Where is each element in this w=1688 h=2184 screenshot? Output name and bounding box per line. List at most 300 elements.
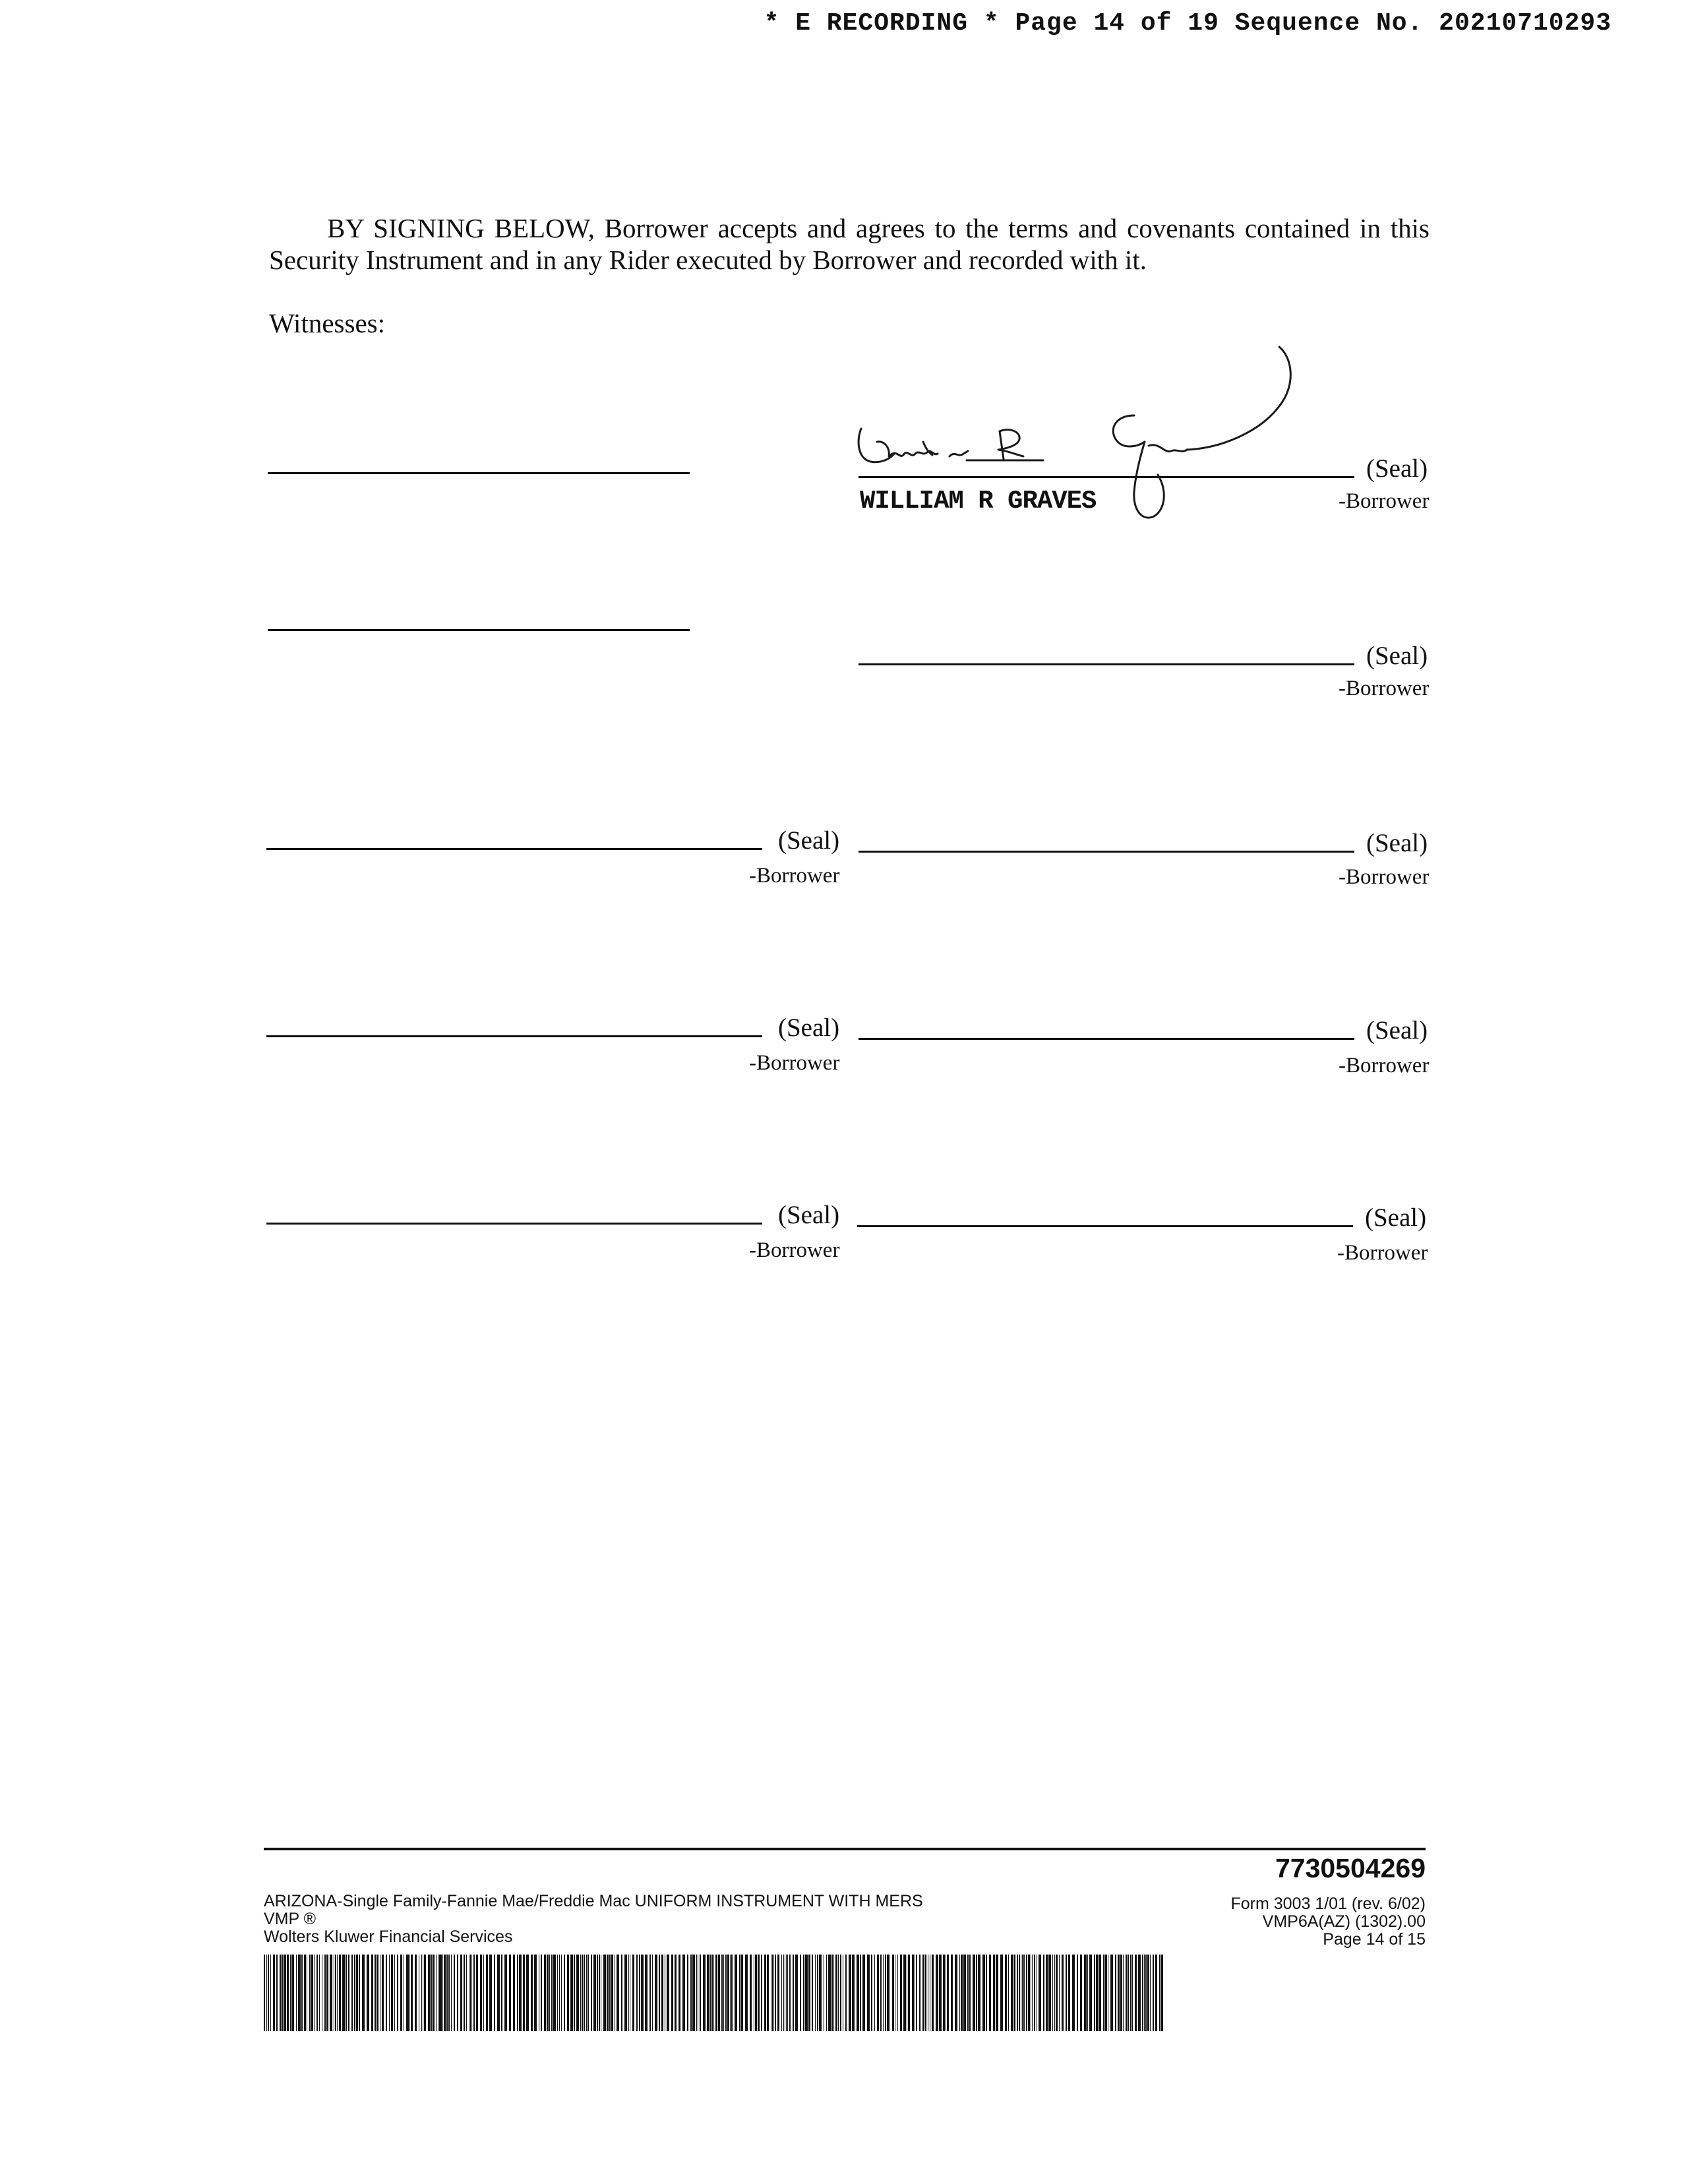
barcode-bar <box>367 1955 369 2031</box>
barcode-bar <box>409 1955 410 2031</box>
barcode-bar <box>1048 1955 1051 2031</box>
barcode-bar <box>862 1955 865 2031</box>
barcode-bar <box>607 1955 609 2031</box>
barcode-bar <box>476 1955 478 2031</box>
barcode-bar <box>817 1955 818 2031</box>
barcode-bar <box>296 1955 297 2031</box>
barcode-bar <box>709 1955 711 2031</box>
barcode-bar <box>696 1955 697 2031</box>
barcode-bar <box>1099 1955 1101 2031</box>
barcode-bar <box>523 1955 525 2031</box>
barcode-bar <box>1084 1955 1087 2031</box>
barcode-bar <box>1103 1955 1104 2031</box>
barcode-bar <box>772 1955 773 2031</box>
barcode-bar <box>789 1955 791 2031</box>
barcode-bar <box>973 1955 975 2031</box>
barcode-bar <box>489 1955 492 2031</box>
barcode-bar <box>431 1955 433 2031</box>
barcode-bar <box>659 1955 660 2031</box>
barcode-bar <box>1062 1955 1064 2031</box>
form-title: ARIZONA-Single Family-Fannie Mae/Freddie Mac UNIFORM INSTRUMENT WITH MERS <box>264 1892 923 1910</box>
barcode-bar <box>362 1955 365 2031</box>
barcode-bar <box>580 1955 581 2031</box>
barcode-bar <box>1023 1955 1025 2031</box>
barcode-bar <box>386 1955 387 2031</box>
barcode-bar <box>442 1955 443 2031</box>
barcode-bar <box>1000 1955 1003 2031</box>
barcode-bar <box>291 1955 294 2031</box>
barcode-bar <box>1120 1955 1122 2031</box>
borrower-3-role: -Borrower <box>749 864 840 888</box>
barcode-bar <box>936 1955 938 2031</box>
form-code: VMP6A(AZ) (1302).00 <box>1262 1912 1426 1931</box>
barcode-bar <box>351 1955 353 2031</box>
barcode-bar <box>761 1955 762 2031</box>
barcode-bar <box>925 1955 926 2031</box>
barcode-bar <box>1052 1955 1053 2031</box>
barcode-bar <box>593 1955 596 2031</box>
barcode-bar <box>951 1955 953 2031</box>
barcode-bar <box>309 1955 311 2031</box>
barcode-bar <box>831 1955 833 2031</box>
barcode-bar <box>298 1955 301 2031</box>
barcode-bar <box>1028 1955 1030 2031</box>
borrower-3-seal: (Seal) <box>778 826 840 855</box>
agreement-paragraph <box>269 212 1430 276</box>
barcode-bar <box>750 1955 752 2031</box>
barcode-bar <box>730 1955 731 2031</box>
barcode-bar <box>700 1955 701 2031</box>
barcode-bar <box>969 1955 971 2031</box>
barcode-bar <box>287 1955 289 2031</box>
barcode-bar <box>570 1955 573 2031</box>
barcode-bar <box>621 1955 622 2031</box>
barcode-bar <box>800 1955 801 2031</box>
barcode-bar <box>996 1955 998 2031</box>
borrower-8-seal: (Seal) <box>1365 1203 1427 1232</box>
barcode-bar <box>494 1955 495 2031</box>
borrower-2-role: -Borrower <box>1339 677 1430 700</box>
barcode-bar <box>574 1955 575 2031</box>
barcode-bar <box>356 1955 358 2031</box>
barcode-bar <box>433 1955 435 2031</box>
form-description <box>264 1893 923 1946</box>
barcode-bar <box>889 1955 890 2031</box>
barcode-bar <box>692 1955 695 2031</box>
barcode-bar <box>1145 1955 1147 2031</box>
barcode-bar <box>735 1955 737 2031</box>
barcode-bar <box>787 1955 788 2031</box>
barcode-bar <box>1153 1955 1154 2031</box>
barcode-bar <box>564 1955 565 2031</box>
barcode-bar <box>389 1955 390 2031</box>
barcode-bar <box>707 1955 709 2031</box>
barcode-bar <box>1118 1955 1120 2031</box>
barcode-bar <box>1096 1955 1099 2031</box>
barcode-bar <box>833 1955 834 2031</box>
borrower-3-signature-line <box>266 848 762 850</box>
barcode-bar <box>337 1955 338 2031</box>
barcode-bar <box>892 1955 894 2031</box>
borrower-7-role: -Borrower <box>749 1238 840 1262</box>
barcode-bar <box>1032 1955 1033 2031</box>
barcode-bar <box>986 1955 987 2031</box>
barcode-bar <box>1034 1955 1035 2031</box>
barcode-bar <box>301 1955 303 2031</box>
barcode-bar <box>838 1955 839 2031</box>
document-barcode <box>264 1955 1166 2031</box>
barcode-bar <box>649 1955 651 2031</box>
barcode-bar <box>311 1955 313 2031</box>
borrower-1-signature-line <box>859 476 1354 478</box>
barcode-bar <box>808 1955 810 2031</box>
barcode-bar <box>547 1955 549 2031</box>
borrower-4-signature-line <box>859 851 1354 853</box>
barcode-bar <box>978 1955 980 2031</box>
barcode-bar <box>982 1955 985 2031</box>
barcode-bar <box>304 1955 306 2031</box>
barcode-bar <box>377 1955 378 2031</box>
barcode-bar <box>903 1955 906 2031</box>
barcode-bar <box>446 1955 448 2031</box>
barcode-bar <box>885 1955 886 2031</box>
barcode-bar <box>1130 1955 1131 2031</box>
barcode-bar <box>887 1955 889 2031</box>
barcode-bar <box>1039 1955 1041 2031</box>
barcode-bar <box>961 1955 963 2031</box>
barcode-bar <box>1043 1955 1044 2031</box>
barcode-bar <box>793 1955 794 2031</box>
barcode-bar <box>391 1955 393 2031</box>
barcode-bar <box>661 1955 663 2031</box>
barcode-bar <box>464 1955 465 2031</box>
barcode-bar <box>912 1955 914 2031</box>
barcode-bar <box>480 1955 482 2031</box>
barcode-bar <box>1046 1955 1048 2031</box>
barcode-bar <box>1019 1955 1020 2031</box>
borrower-6-seal: (Seal) <box>1366 1016 1428 1045</box>
barcode-bar <box>280 1955 282 2031</box>
witness-signature-line-1 <box>268 472 690 474</box>
borrower-1-role: -Borrower <box>1339 489 1430 513</box>
barcode-bar <box>611 1955 613 2031</box>
borrower-7-signature-line <box>266 1223 762 1225</box>
barcode-bar <box>531 1955 533 2031</box>
barcode-bar <box>588 1955 589 2031</box>
barcode-bar <box>428 1955 431 2031</box>
barcode-bar <box>723 1955 724 2031</box>
barcode-bar <box>1017 1955 1018 2031</box>
barcode-bar <box>1144 1955 1145 2031</box>
barcode-bar <box>421 1955 422 2031</box>
borrower-2-seal: (Seal) <box>1366 642 1428 670</box>
barcode-bar <box>993 1955 995 2031</box>
barcode-bar <box>544 1955 546 2031</box>
barcode-bar <box>471 1955 472 2031</box>
barcode-bar <box>690 1955 692 2031</box>
barcode-bar <box>655 1955 657 2031</box>
barcode-bar <box>316 1955 318 2031</box>
barcode-bar <box>1094 1955 1095 2031</box>
barcode-bar <box>959 1955 960 2031</box>
barcode-bar <box>400 1955 402 2031</box>
barcode-bar <box>1089 1955 1092 2031</box>
barcode-bar <box>1150 1955 1151 2031</box>
barcode-bar <box>1054 1955 1055 2031</box>
barcode-bar <box>828 1955 831 2031</box>
barcode-bar <box>783 1955 784 2031</box>
barcode-bar <box>1110 1955 1113 2031</box>
barcode-bar <box>276 1955 278 2031</box>
barcode-bar <box>359 1955 360 2031</box>
barcode-bar <box>1068 1955 1070 2031</box>
barcode-bar <box>775 1955 776 2031</box>
barcode-bar <box>559 1955 560 2031</box>
barcode-bar <box>835 1955 837 2031</box>
barcode-bar <box>282 1955 284 2031</box>
barcode-bar <box>1128 1955 1129 2031</box>
barcode-bar <box>1159 1955 1160 2031</box>
barcode-bar <box>755 1955 757 2031</box>
barcode-bar <box>486 1955 488 2031</box>
barcode-bar <box>603 1955 606 2031</box>
borrower-6-role: -Borrower <box>1339 1054 1430 1077</box>
borrower-4-seal: (Seal) <box>1366 829 1428 857</box>
barcode-bar <box>335 1955 336 2031</box>
barcode-bar <box>1026 1955 1027 2031</box>
barcode-bar <box>557 1955 558 2031</box>
barcode-bar <box>845 1955 847 2031</box>
barcode-bar <box>636 1955 638 2031</box>
barcode-bar <box>1104 1955 1107 2031</box>
barcode-bar <box>375 1955 377 2031</box>
barcode-bar <box>1147 1955 1149 2031</box>
barcode-bar <box>1066 1955 1067 2031</box>
barcode-bar <box>624 1955 627 2031</box>
barcode-bar <box>919 1955 920 2031</box>
barcode-bar <box>266 1955 267 2031</box>
barcode-bar <box>721 1955 723 2031</box>
borrower-5-seal: (Seal) <box>778 1014 840 1042</box>
barcode-bar <box>567 1955 569 2031</box>
barcode-bar <box>883 1955 884 2031</box>
barcode-bar <box>632 1955 634 2031</box>
barcode-bar <box>576 1955 579 2031</box>
barcode-bar <box>803 1955 804 2031</box>
barcode-bar <box>645 1955 648 2031</box>
barcode-bar <box>436 1955 437 2031</box>
barcode-bar <box>731 1955 733 2031</box>
barcode-bar <box>703 1955 706 2031</box>
barcode-bar <box>955 1955 957 2031</box>
barcode-bar <box>497 1955 500 2031</box>
barcode-bar <box>406 1955 409 2031</box>
borrower-5-signature-line <box>266 1035 762 1037</box>
barcode-bar <box>424 1955 426 2031</box>
barcode-bar <box>342 1955 345 2031</box>
barcode-bar <box>1077 1955 1078 2031</box>
barcode-bar <box>444 1955 446 2031</box>
barcode-bar <box>264 1955 265 2031</box>
barcode-bar <box>290 1955 291 2031</box>
barcode-bar <box>330 1955 332 2031</box>
barcode-bar <box>675 1955 677 2031</box>
barcode-bar <box>718 1955 720 2031</box>
barcode-bar <box>1155 1955 1157 2031</box>
barcode-bar <box>534 1955 537 2031</box>
barcode-bar <box>382 1955 384 2031</box>
barcode-bar <box>725 1955 727 2031</box>
barcode-bar <box>326 1955 328 2031</box>
barcode-bar <box>466 1955 467 2031</box>
barcode-bar <box>504 1955 507 2031</box>
barcode-bar <box>897 1955 898 2031</box>
barcode-bar <box>1072 1955 1075 2031</box>
barcode-bar <box>1056 1955 1058 2031</box>
barcode-bar <box>840 1955 841 2031</box>
vmp-mark: VMP ® <box>264 1910 316 1928</box>
barcode-bar <box>519 1955 522 2031</box>
barcode-bar <box>517 1955 518 2031</box>
page-info: Page 14 of 15 <box>1323 1930 1426 1949</box>
barcode-bar <box>1115 1955 1116 2031</box>
barcode-bar <box>551 1955 553 2031</box>
barcode-bar <box>1138 1955 1141 2031</box>
form-identifiers <box>1230 1895 1426 1949</box>
barcode-bar <box>470 1955 471 2031</box>
barcode-bar <box>826 1955 827 2031</box>
borrower-5-role: -Borrower <box>749 1051 840 1075</box>
barcode-bar <box>584 1955 585 2031</box>
barcode-bar <box>976 1955 977 2031</box>
barcode-bar <box>1142 1955 1143 2031</box>
barcode-bar <box>354 1955 355 2031</box>
barcode-bar <box>786 1955 787 2031</box>
barcode-bar <box>852 1955 855 2031</box>
barcode-bar <box>687 1955 688 2031</box>
barcode-bar <box>947 1955 949 2031</box>
barcode-bar <box>457 1955 458 2031</box>
barcode-bar <box>819 1955 822 2031</box>
barcode-bar <box>777 1955 779 2031</box>
barcode-bar <box>1087 1955 1088 2031</box>
borrower-7-seal: (Seal) <box>778 1201 840 1229</box>
barcode-bar <box>939 1955 942 2031</box>
barcode-bar <box>451 1955 452 2031</box>
barcode-bar <box>773 1955 774 2031</box>
barcode-bar <box>711 1955 713 2031</box>
barcode-bar <box>908 1955 910 2031</box>
barcode-bar <box>1160 1955 1163 2031</box>
borrower-8-signature-line <box>857 1225 1353 1227</box>
barcode-bar <box>553 1955 556 2031</box>
barcode-bar <box>1080 1955 1082 2031</box>
barcode-bar <box>715 1955 717 2031</box>
borrower-1-printed-name: WILLIAM R GRAVES <box>860 487 1097 516</box>
barcode-bar <box>448 1955 450 2031</box>
barcode-bar <box>671 1955 673 2031</box>
barcode-bar <box>268 1955 269 2031</box>
barcode-bar <box>549 1955 550 2031</box>
barcode-bar <box>932 1955 934 2031</box>
barcode-bar <box>501 1955 502 2031</box>
barcode-bar <box>739 1955 740 2031</box>
barcode-bar <box>483 1955 484 2031</box>
barcode-bar <box>920 1955 921 2031</box>
barcode-bar <box>667 1955 669 2031</box>
barcode-bar <box>628 1955 629 2031</box>
barcode-bar <box>900 1955 902 2031</box>
barcode-bar <box>394 1955 395 2031</box>
borrower-8-role: -Borrower <box>1337 1241 1428 1265</box>
footer-divider <box>264 1848 1426 1850</box>
barcode-bar <box>541 1955 542 2031</box>
barcode-bar <box>867 1955 870 2031</box>
barcode-bar <box>346 1955 347 2031</box>
barcode-bar <box>454 1955 455 2031</box>
barcode-bar <box>652 1955 653 2031</box>
barcode-bar <box>860 1955 861 2031</box>
barcode-bar <box>439 1955 442 2031</box>
barcode-bar <box>314 1955 315 2031</box>
barcode-bar <box>815 1955 816 2031</box>
barcode-bar <box>849 1955 851 2031</box>
barcode-bar <box>270 1955 271 2031</box>
barcode-bar <box>582 1955 583 2031</box>
barcode-bar <box>781 1955 782 2031</box>
barcode-bar <box>795 1955 798 2031</box>
barcode-bar <box>599 1955 600 2031</box>
witnesses-label: Witnesses: <box>269 308 385 338</box>
barcode-bar <box>513 1955 515 2031</box>
barcode-bar <box>805 1955 808 2031</box>
barcode-bar <box>641 1955 644 2031</box>
barcode-bar <box>411 1955 413 2031</box>
barcode-bar <box>561 1955 562 2031</box>
barcode-bar <box>989 1955 991 2031</box>
barcode-bar <box>319 1955 320 2031</box>
barcode-bar <box>727 1955 729 2031</box>
barcode-bar <box>1131 1955 1133 2031</box>
borrower-6-signature-line <box>859 1038 1354 1040</box>
barcode-bar <box>1123 1955 1124 2031</box>
barcode-bar <box>1014 1955 1015 2031</box>
barcode-bar <box>591 1955 592 2031</box>
barcode-bar <box>967 1955 969 2031</box>
barcode-bar <box>371 1955 373 2031</box>
barcode-bar <box>597 1955 598 2031</box>
barcode-bar <box>415 1955 417 2031</box>
barcode-bar <box>1011 1955 1013 2031</box>
agreement-text: BY SIGNING BELOW, Borrower accepts and agrees to the terms and covenants contained in this Security Instrument and in any Rider executed by Borrower and recorded with it. <box>269 213 1430 275</box>
barcode-bar <box>682 1955 685 2031</box>
publisher-name: Wolters Kluwer Financial Services <box>264 1927 513 1946</box>
barcode-bar <box>526 1955 529 2031</box>
borrower-2-signature-line <box>859 663 1354 665</box>
barcode-bar <box>679 1955 680 2031</box>
borrower-1-seal: (Seal) <box>1366 454 1428 483</box>
barcode-bar <box>740 1955 743 2031</box>
witness-signature-line-2 <box>268 629 690 631</box>
barcode-bar <box>758 1955 760 2031</box>
loan-number: 7730504269 <box>1275 1853 1426 1883</box>
barcode-bar <box>767 1955 769 2031</box>
barcode-bar <box>348 1955 349 2031</box>
barcode-bar <box>943 1955 945 2031</box>
barcode-bar <box>639 1955 640 2031</box>
barcode-bar <box>871 1955 872 2031</box>
barcode-bar <box>617 1955 619 2031</box>
